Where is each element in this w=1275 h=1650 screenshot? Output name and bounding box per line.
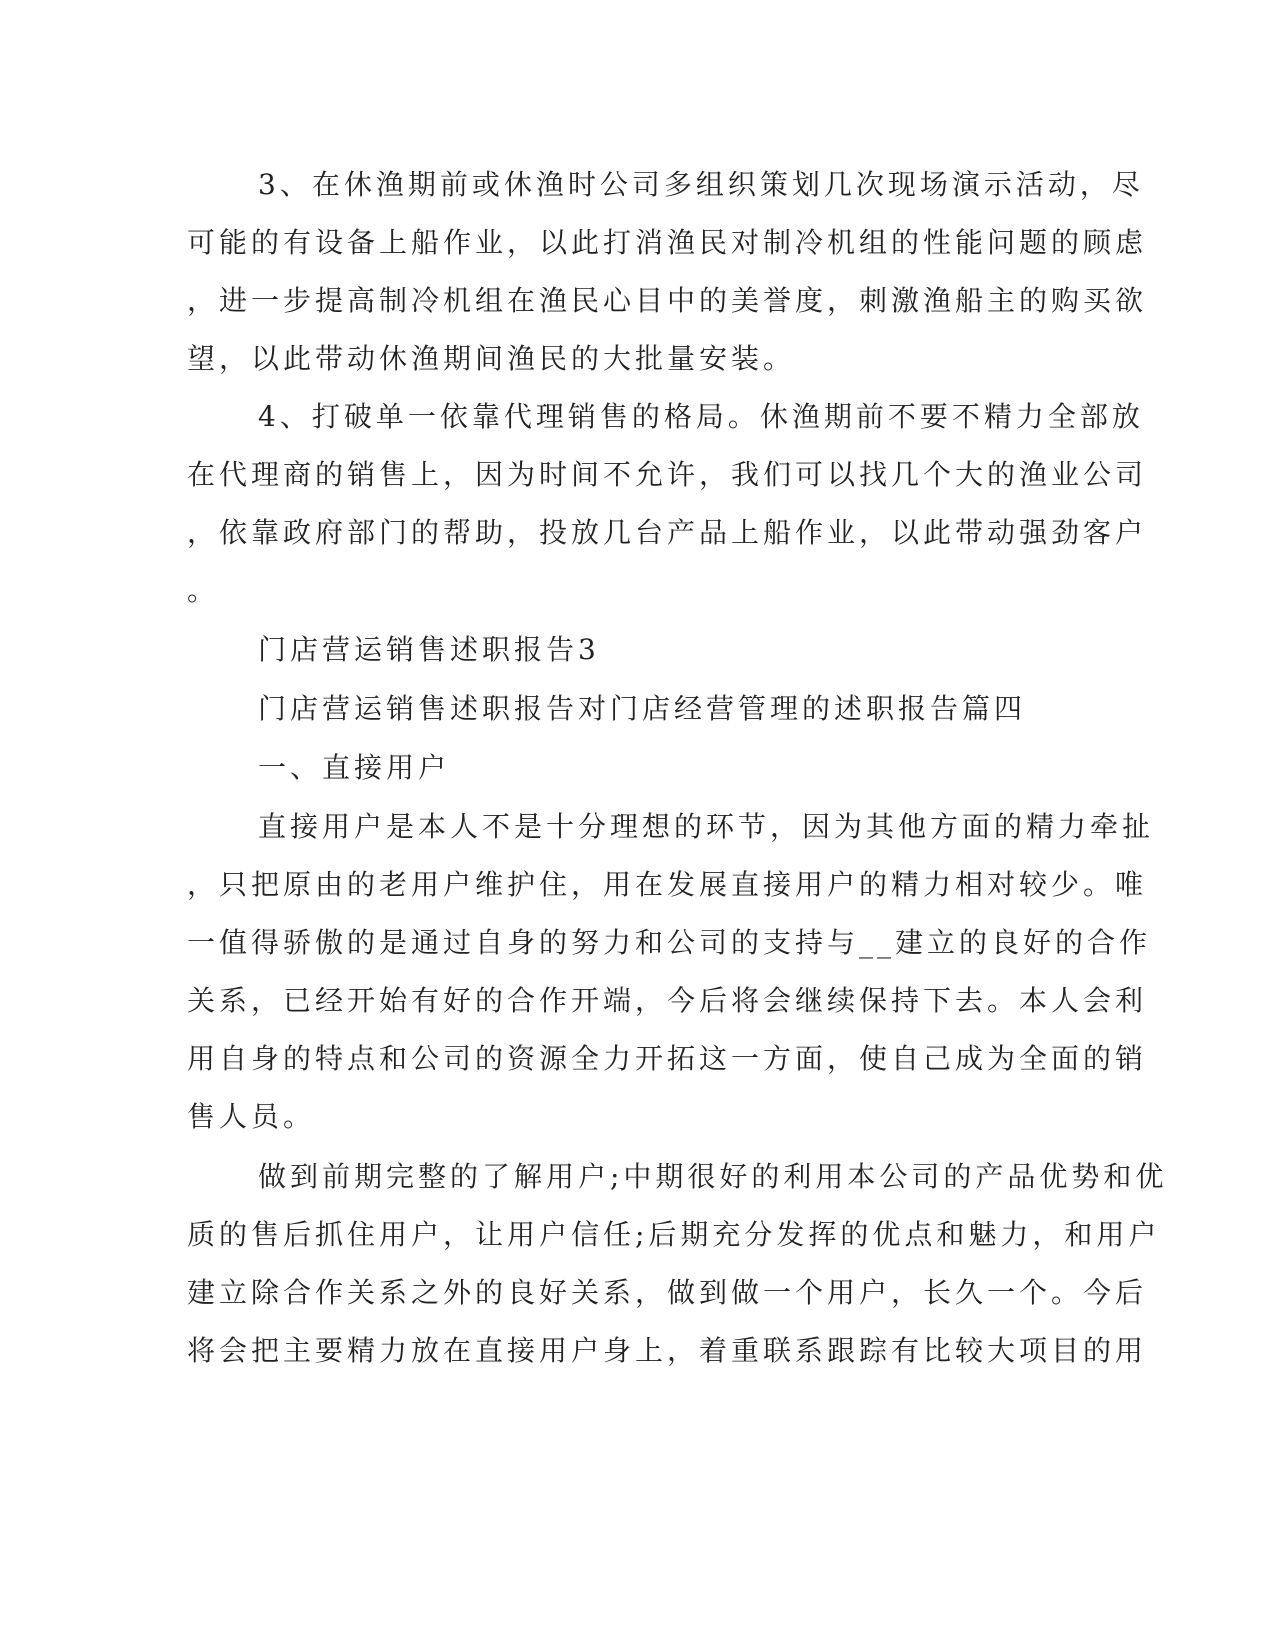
paragraph-line: ，只把原由的老用户维护住，用在发展直接用户的精力相对较少。唯 <box>187 868 1148 901</box>
section-subheading: 一、直接用户 <box>258 751 451 784</box>
paragraph-line: 一值得骄傲的是通过自身的努力和公司的支持与__建立的良好的合作 <box>187 926 1152 959</box>
section-subheading: 门店营运销售述职报告对门店经营管理的述职报告篇四 <box>258 692 1027 725</box>
paragraph-line: 售人员。 <box>187 1100 316 1133</box>
paragraph-line: 直接用户是本人不是十分理想的环节，因为其他方面的精力牵扯 <box>258 810 1155 843</box>
paragraph-line: 做到前期完整的了解用户;中期很好的利用本公司的产品优势和优 <box>258 1160 1168 1193</box>
paragraph-line: 关系，已经开始有好的合作开端，今后将会继续保持下去。本人会利 <box>187 984 1148 1017</box>
paragraph-line: ，进一步提高制冷机组在渔民心目中的美誉度，刺激渔船主的购买欲 <box>187 284 1148 317</box>
paragraph-line: 可能的有设备上船作业，以此打消渔民对制冷机组的性能问题的顾虑 <box>187 226 1148 259</box>
paragraph-line: 质的售后抓住用户，让用户信任;后期充分发挥的优点和魅力，和用户 <box>187 1218 1161 1251</box>
paragraph-line: ，依靠政府部门的帮助，投放几台产品上船作业，以此带动强劲客户 <box>187 516 1148 549</box>
paragraph-line: 将会把主要精力放在直接用户身上，着重联系跟踪有比较大项目的用 <box>187 1334 1148 1367</box>
paragraph-line: 4、打破单一依靠代理销售的格局。休渔期前不要不精力全部放 <box>258 400 1144 433</box>
paragraph-line: 。 <box>187 574 220 607</box>
paragraph-line: 望，以此带动休渔期间渔民的大批量安装。 <box>187 342 796 375</box>
section-heading: 门店营运销售述职报告3 <box>258 633 600 666</box>
paragraph-line: 3、在休渔期前或休渔时公司多组织策划几次现场演示活动，尽 <box>258 168 1144 201</box>
paragraph-line: 用自身的特点和公司的资源全力开拓这一方面，使自己成为全面的销 <box>187 1042 1148 1075</box>
paragraph-line: 在代理商的销售上，因为时间不允许，我们可以找几个大的渔业公司 <box>187 458 1148 491</box>
paragraph-line: 建立除合作关系之外的良好关系，做到做一个用户，长久一个。今后 <box>187 1276 1148 1309</box>
